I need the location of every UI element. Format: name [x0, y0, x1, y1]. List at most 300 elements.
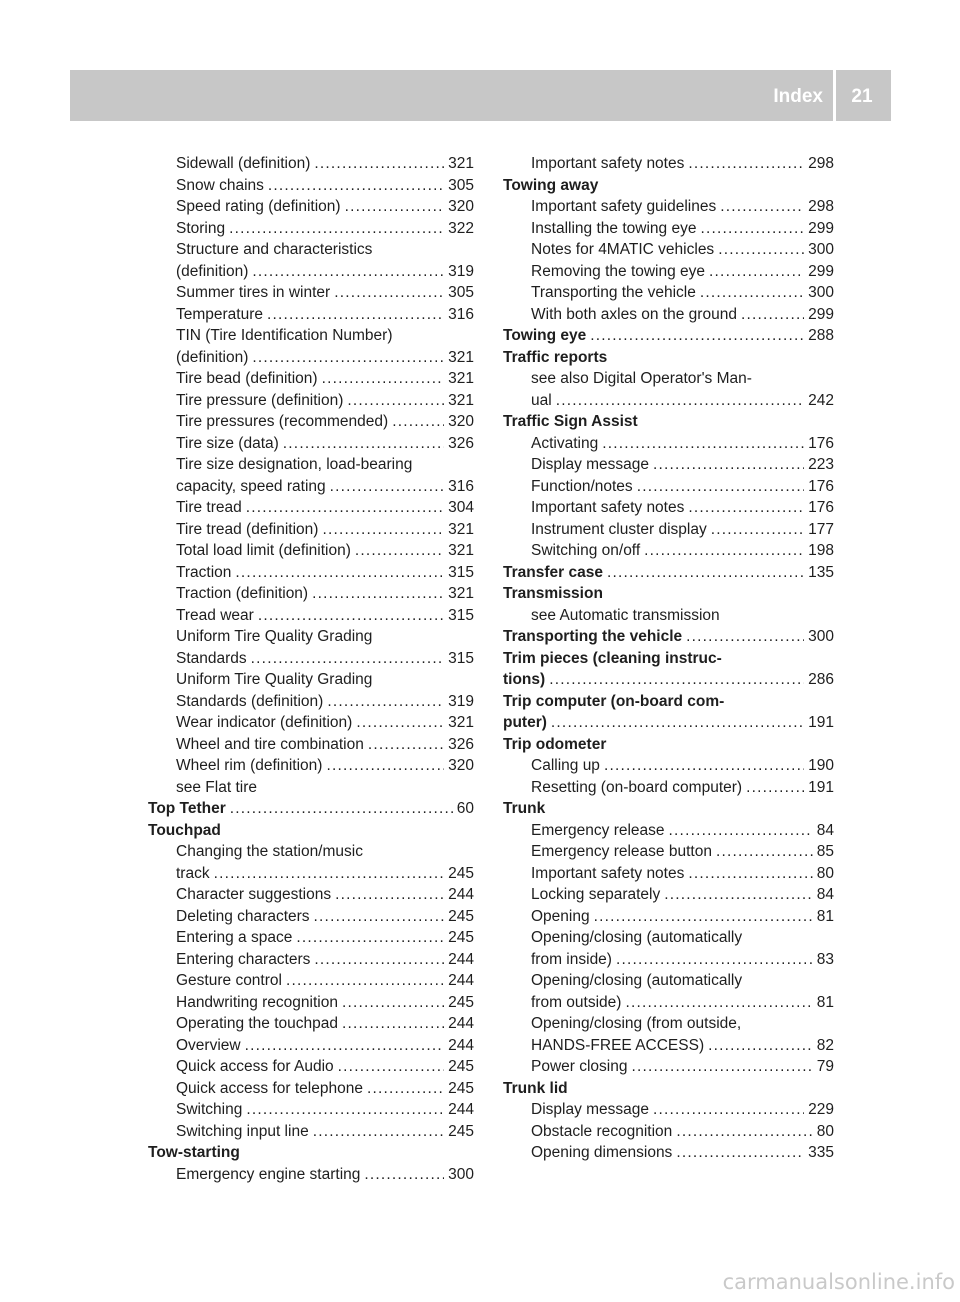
dot-leader [653, 454, 804, 476]
index-entry-text: Changing the station/music [176, 843, 363, 860]
index-entry-text: Display message [531, 456, 650, 473]
index-entry-text: Tread wear [176, 606, 254, 624]
index-entry [503, 261, 834, 283]
index-entry [503, 1035, 834, 1057]
index-entry [148, 390, 474, 412]
index-entry-text: Transmission [503, 585, 603, 602]
index-entry-text: Tire size designation, load-bearing [176, 456, 413, 473]
index-entry-page: 245 [448, 1122, 474, 1140]
dot-leader [338, 1056, 444, 1078]
index-entry-text: Speed rating (definition) [176, 198, 341, 215]
index-entry-text: Tire tread [176, 499, 242, 516]
index-entry-page: 245 [448, 1058, 474, 1075]
header-divider [833, 70, 836, 121]
index-entry-text: Uniform Tire Quality Grading [176, 628, 373, 645]
index-entry [148, 454, 474, 476]
dot-leader [235, 562, 444, 584]
index-entry [503, 218, 834, 240]
index-entry-text: Trip computer (on-board com- [503, 692, 725, 710]
index-entry [503, 153, 834, 175]
index-entry-page: 299 [808, 219, 834, 237]
index-entry-page: 321 [448, 348, 474, 366]
index-entry [503, 347, 834, 369]
dot-leader [313, 1121, 444, 1143]
index-entry [148, 798, 474, 820]
dot-leader [700, 218, 804, 240]
index-entry-page: 176 [808, 477, 834, 495]
index-entry-text: Trip odometer [503, 735, 607, 753]
index-entry-text: Traction (definition) [176, 585, 309, 602]
dot-leader [355, 540, 444, 562]
index-entry-text: (definition) [176, 348, 249, 366]
index-entry [503, 777, 834, 799]
dot-leader [246, 497, 444, 519]
index-entry [148, 626, 474, 648]
index-entry-text: Trunk lid [503, 1079, 568, 1097]
index-entry-page: 82 [816, 1036, 834, 1054]
dot-leader [252, 347, 444, 369]
index-entry-text: Temperature [176, 305, 264, 323]
index-entry [503, 540, 834, 562]
index-entry-text: Emergency release button [531, 843, 712, 860]
watermark: carmanualsonline.info [722, 1270, 955, 1294]
index-entry [148, 669, 474, 691]
index-entry-text: Important safety notes [531, 155, 685, 172]
dot-leader [602, 433, 804, 455]
index-entry [148, 841, 474, 863]
index-entry-page: 242 [808, 391, 834, 409]
index-entry-page: 244 [448, 950, 474, 968]
index-entry-page: 81 [816, 993, 834, 1011]
dot-leader [688, 497, 804, 519]
dot-leader [367, 1078, 444, 1100]
index-entry-page: 79 [816, 1058, 834, 1075]
dot-leader [347, 390, 444, 412]
index-column-left [148, 153, 474, 1185]
index-entry-page: 315 [448, 649, 474, 667]
index-entry-page: 229 [808, 1101, 834, 1118]
index-entry-page: 83 [816, 950, 834, 968]
index-entry-text: Gesture control [176, 972, 282, 989]
index-entry-text: Function/notes [531, 477, 633, 495]
index-entry-page: 305 [448, 176, 474, 194]
index-entry-page: 326 [448, 735, 474, 753]
index-entry-text: Emergency engine starting [176, 1165, 361, 1183]
dot-leader [604, 755, 804, 777]
index-entry-page: 177 [808, 520, 834, 538]
index-entry-text: Removing the towing eye [531, 262, 706, 280]
dot-leader [625, 992, 812, 1014]
index-entry [148, 605, 474, 627]
index-entry [503, 454, 834, 476]
index-entry-page: 321 [448, 520, 474, 538]
dot-leader [368, 734, 444, 756]
index-entry [148, 949, 474, 971]
index-entry-text: Locking separately [531, 886, 661, 903]
index-entry [503, 1121, 834, 1143]
index-entry [148, 196, 474, 218]
index-entry-text: Important safety notes [531, 864, 685, 882]
index-entry-page: 321 [448, 370, 474, 387]
dot-leader [258, 605, 444, 627]
index-entry-text: Standards [176, 649, 247, 667]
index-entry [148, 583, 474, 605]
dot-leader [334, 282, 444, 304]
index-entry-text: TIN (Tire Identification Number) [176, 327, 393, 344]
index-entry [148, 325, 474, 347]
index-entry-text: Calling up [531, 757, 600, 774]
dot-leader [283, 433, 444, 455]
dot-leader [746, 777, 804, 799]
index-entry [503, 239, 834, 261]
dot-leader [551, 712, 804, 734]
dot-leader [741, 304, 804, 326]
index-entry-page: 305 [448, 284, 474, 301]
index-entry-text: track [176, 864, 210, 882]
index-entry-text: Structure and characteristics [176, 241, 373, 258]
index-entry [148, 777, 474, 799]
index-entry-text: Sidewall (definition) [176, 155, 311, 172]
index-entry [503, 712, 834, 734]
dot-leader [711, 519, 804, 541]
index-entry-text: Trunk [503, 800, 546, 817]
index-entry-text: see Automatic transmission [531, 606, 720, 624]
index-entry-text: Snow chains [176, 176, 264, 194]
index-entry-text: Towing eye [503, 327, 587, 344]
index-entry [148, 433, 474, 455]
index-entry-page: 321 [448, 542, 474, 559]
index-entry-page: 320 [448, 413, 474, 430]
index-entry-text: Display message [531, 1101, 650, 1118]
index-entry-page: 84 [816, 821, 834, 839]
dot-leader [251, 648, 444, 670]
index-entry-page: 245 [448, 1079, 474, 1097]
index-entry [503, 304, 834, 326]
index-entry-text: Tow-starting [148, 1144, 240, 1161]
index-entry-page: 288 [808, 327, 834, 344]
index-entry-text: from inside) [531, 950, 612, 968]
dot-leader [688, 153, 804, 175]
index-entry-page: 176 [808, 499, 834, 516]
index-entry-text: Important safety guidelines [531, 198, 717, 215]
index-entry [503, 476, 834, 498]
dot-leader [229, 218, 444, 240]
index-entry-page: 319 [448, 692, 474, 710]
index-entry [503, 884, 834, 906]
index-entry-page: 191 [808, 778, 834, 796]
dot-leader [330, 476, 444, 498]
index-entry [148, 712, 474, 734]
index-entry [148, 476, 474, 498]
index-entry-text: Top Tether [148, 800, 226, 817]
index-entry-page: 244 [448, 972, 474, 989]
index-entry [148, 218, 474, 240]
index-entry [503, 519, 834, 541]
index-entry [503, 992, 834, 1014]
index-entry-text: Obstacle recognition [531, 1122, 673, 1140]
index-entry-text: Quick access for telephone [176, 1079, 363, 1097]
index-column-right [503, 153, 834, 1164]
index-entry [148, 347, 474, 369]
index-entry-page: 244 [448, 1015, 474, 1032]
index-entry-text: Touchpad [148, 821, 221, 839]
index-entry-page: 319 [448, 262, 474, 280]
index-entry-page: 60 [456, 800, 474, 817]
index-entry-page: 299 [808, 305, 834, 323]
dot-leader [286, 970, 444, 992]
dot-leader [669, 820, 813, 842]
index-entry-text: Towing away [503, 176, 599, 194]
index-entry-page: 135 [808, 563, 834, 581]
index-entry [503, 906, 834, 928]
index-entry-text: Overview [176, 1036, 241, 1054]
index-entry-page: 300 [448, 1165, 474, 1183]
index-entry [503, 605, 834, 627]
index-entry [503, 411, 834, 433]
index-entry [503, 1099, 834, 1121]
dot-leader [335, 884, 444, 906]
index-entry-text: Tire pressures (recommended) [176, 413, 389, 430]
index-entry-text: puter) [503, 714, 547, 731]
dot-leader [345, 196, 445, 218]
index-entry [503, 175, 834, 197]
index-entry [148, 261, 474, 283]
dot-leader [700, 282, 804, 304]
index-entry-page: 244 [448, 1036, 474, 1054]
index-entry-page: 316 [448, 477, 474, 495]
dot-leader [549, 669, 804, 691]
index-entry [148, 1056, 474, 1078]
index-entry-text: from outside) [531, 993, 622, 1011]
index-entry-text: Standards (definition) [176, 692, 324, 710]
index-entry-page: 245 [448, 864, 474, 882]
index-entry [503, 755, 834, 777]
dot-leader [342, 992, 444, 1014]
index-entry [503, 325, 834, 347]
dot-leader [718, 239, 804, 261]
index-entry-text: Switching [176, 1101, 243, 1118]
index-entry-page: 321 [448, 585, 474, 602]
index-entry-page: 316 [448, 305, 474, 323]
index-entry [148, 282, 474, 304]
dot-leader [607, 562, 804, 584]
dot-leader [342, 1013, 444, 1035]
dot-leader [676, 1121, 812, 1143]
index-entry-page: 315 [448, 563, 474, 581]
index-entry-text: Installing the towing eye [531, 219, 697, 237]
index-entry [503, 282, 834, 304]
index-entry-text: Uniform Tire Quality Grading [176, 671, 373, 688]
dot-leader [296, 927, 444, 949]
index-entry [503, 433, 834, 455]
index-entry [503, 562, 834, 584]
dot-leader [246, 1099, 444, 1121]
index-entry [148, 540, 474, 562]
dot-leader [322, 519, 444, 541]
index-entry-text: Wheel rim (definition) [176, 757, 323, 774]
index-entry [503, 691, 834, 713]
index-entry [148, 970, 474, 992]
index-entry-text: Operating the touchpad [176, 1015, 339, 1032]
dot-leader [267, 304, 444, 326]
index-entry [148, 519, 474, 541]
index-entry-page: 300 [808, 241, 834, 258]
index-entry-text: Traction [176, 563, 232, 581]
index-entry-page: 304 [448, 499, 474, 516]
index-entry-text: Opening/closing (automatically [531, 929, 743, 946]
index-entry-text: see Flat tire [176, 778, 257, 796]
index-entry-page: 321 [448, 714, 474, 731]
dot-leader [664, 884, 813, 906]
dot-leader [720, 196, 804, 218]
index-entry-text: tions) [503, 671, 546, 688]
index-entry-text: Important safety notes [531, 499, 685, 516]
index-entry [148, 755, 474, 777]
page-number: 21 [851, 86, 873, 107]
index-entry [503, 196, 834, 218]
index-entry [503, 1142, 834, 1164]
index-entry-text: Trim pieces (cleaning instruc- [503, 649, 722, 667]
index-entry [148, 562, 474, 584]
dot-leader [245, 1035, 445, 1057]
index-entry [148, 1099, 474, 1121]
index-entry [503, 798, 834, 820]
index-entry [148, 1078, 474, 1100]
dot-leader [252, 261, 444, 283]
index-entry-page: 320 [448, 198, 474, 215]
index-entry [148, 734, 474, 756]
index-entry-page: 223 [808, 456, 834, 473]
index-entry-text: Wear indicator (definition) [176, 714, 353, 731]
index-entry-text: (definition) [176, 262, 249, 280]
index-entry [503, 1013, 834, 1035]
dot-leader [314, 949, 444, 971]
index-entry [503, 927, 834, 949]
index-entry-page: 286 [808, 671, 834, 688]
dot-leader [556, 390, 804, 412]
index-entry-text: Transfer case [503, 563, 603, 581]
index-entry-page: 315 [448, 606, 474, 624]
index-entry [503, 626, 834, 648]
index-entry-page: 85 [816, 843, 834, 860]
index-entry-page: 80 [816, 1122, 834, 1140]
index-entry-text: Traffic Sign Assist [503, 413, 638, 430]
index-entry-text: Activating [531, 434, 599, 452]
dot-leader [594, 906, 813, 928]
index-entry-text: Deleting characters [176, 907, 310, 925]
index-entry-page: 300 [808, 284, 834, 301]
index-entry [148, 304, 474, 326]
dot-leader [688, 863, 812, 885]
index-entry-page: 244 [448, 1101, 474, 1118]
index-entry [148, 175, 474, 197]
dot-leader [708, 1035, 813, 1057]
index-entry [503, 1056, 834, 1078]
dot-leader [322, 368, 445, 390]
index-entry-text: Instrument cluster display [531, 520, 707, 538]
index-entry [148, 1121, 474, 1143]
index-entry [148, 497, 474, 519]
index-entry [503, 970, 834, 992]
index-entry-page: 244 [448, 886, 474, 903]
index-entry-text: Notes for 4MATIC vehicles [531, 241, 715, 258]
index-entry-page: 326 [448, 434, 474, 452]
index-entry-page: 191 [808, 714, 834, 731]
index-entry-text: Opening/closing (automatically [531, 972, 743, 989]
index-entry-text: Resetting (on-board computer) [531, 778, 743, 796]
index-entry [503, 863, 834, 885]
index-entry-text: Total load limit (definition) [176, 542, 351, 559]
index-entry [148, 884, 474, 906]
section-title: Index [773, 86, 823, 107]
index-entry [148, 368, 474, 390]
index-entry [503, 841, 834, 863]
index-entry [503, 368, 834, 390]
index-entry-page: 300 [808, 628, 834, 645]
index-entry-text: Tire tread (definition) [176, 520, 319, 538]
index-entry-page: 322 [448, 219, 474, 237]
index-entry-text: Tire pressure (definition) [176, 391, 344, 409]
index-entry [503, 648, 834, 670]
index-entry-page: 298 [808, 198, 834, 215]
dot-leader [392, 411, 444, 433]
index-entry-text: Emergency release [531, 821, 665, 839]
dot-leader [676, 1142, 804, 1164]
index-entry [148, 906, 474, 928]
index-entry-text: Tire size (data) [176, 434, 279, 452]
index-entry-text: Handwriting recognition [176, 993, 338, 1011]
index-entry-text: Summer tires in winter [176, 284, 331, 301]
index-entry [148, 863, 474, 885]
dot-leader [312, 583, 444, 605]
dot-leader [632, 1056, 813, 1078]
index-entry [148, 1013, 474, 1035]
index-entry-page: 245 [448, 929, 474, 946]
index-entry-text: Switching on/off [531, 542, 641, 559]
index-entry [503, 820, 834, 842]
dot-leader [644, 540, 804, 562]
index-entry-page: 335 [808, 1144, 834, 1161]
index-entry [503, 390, 834, 412]
index-entry [148, 927, 474, 949]
index-entry [148, 239, 474, 261]
index-entry-page: 321 [448, 391, 474, 409]
index-entry-page: 298 [808, 155, 834, 172]
index-entry-text: Entering a space [176, 929, 293, 946]
index-entry-page: 190 [808, 757, 834, 774]
index-entry [148, 992, 474, 1014]
dot-leader [326, 755, 444, 777]
dot-leader [327, 691, 444, 713]
index-entry-text: Transporting the vehicle [531, 284, 696, 301]
index-entry-text: Traffic reports [503, 348, 608, 366]
index-entry [148, 153, 474, 175]
index-entry [148, 648, 474, 670]
dot-leader [356, 712, 444, 734]
index-entry-text: Storing [176, 219, 226, 237]
dot-leader [314, 153, 444, 175]
index-entry-text: see also Digital Operator's Man- [531, 370, 752, 387]
index-entry [503, 583, 834, 605]
dot-leader [230, 798, 453, 820]
index-entry-text: Opening dimensions [531, 1144, 673, 1161]
index-entry-page: 245 [448, 907, 474, 925]
dot-leader [716, 841, 813, 863]
index-entry [503, 497, 834, 519]
index-entry [503, 734, 834, 756]
index-entry-text: Wheel and tire combination [176, 735, 364, 753]
index-entry-text: Character suggestions [176, 886, 332, 903]
